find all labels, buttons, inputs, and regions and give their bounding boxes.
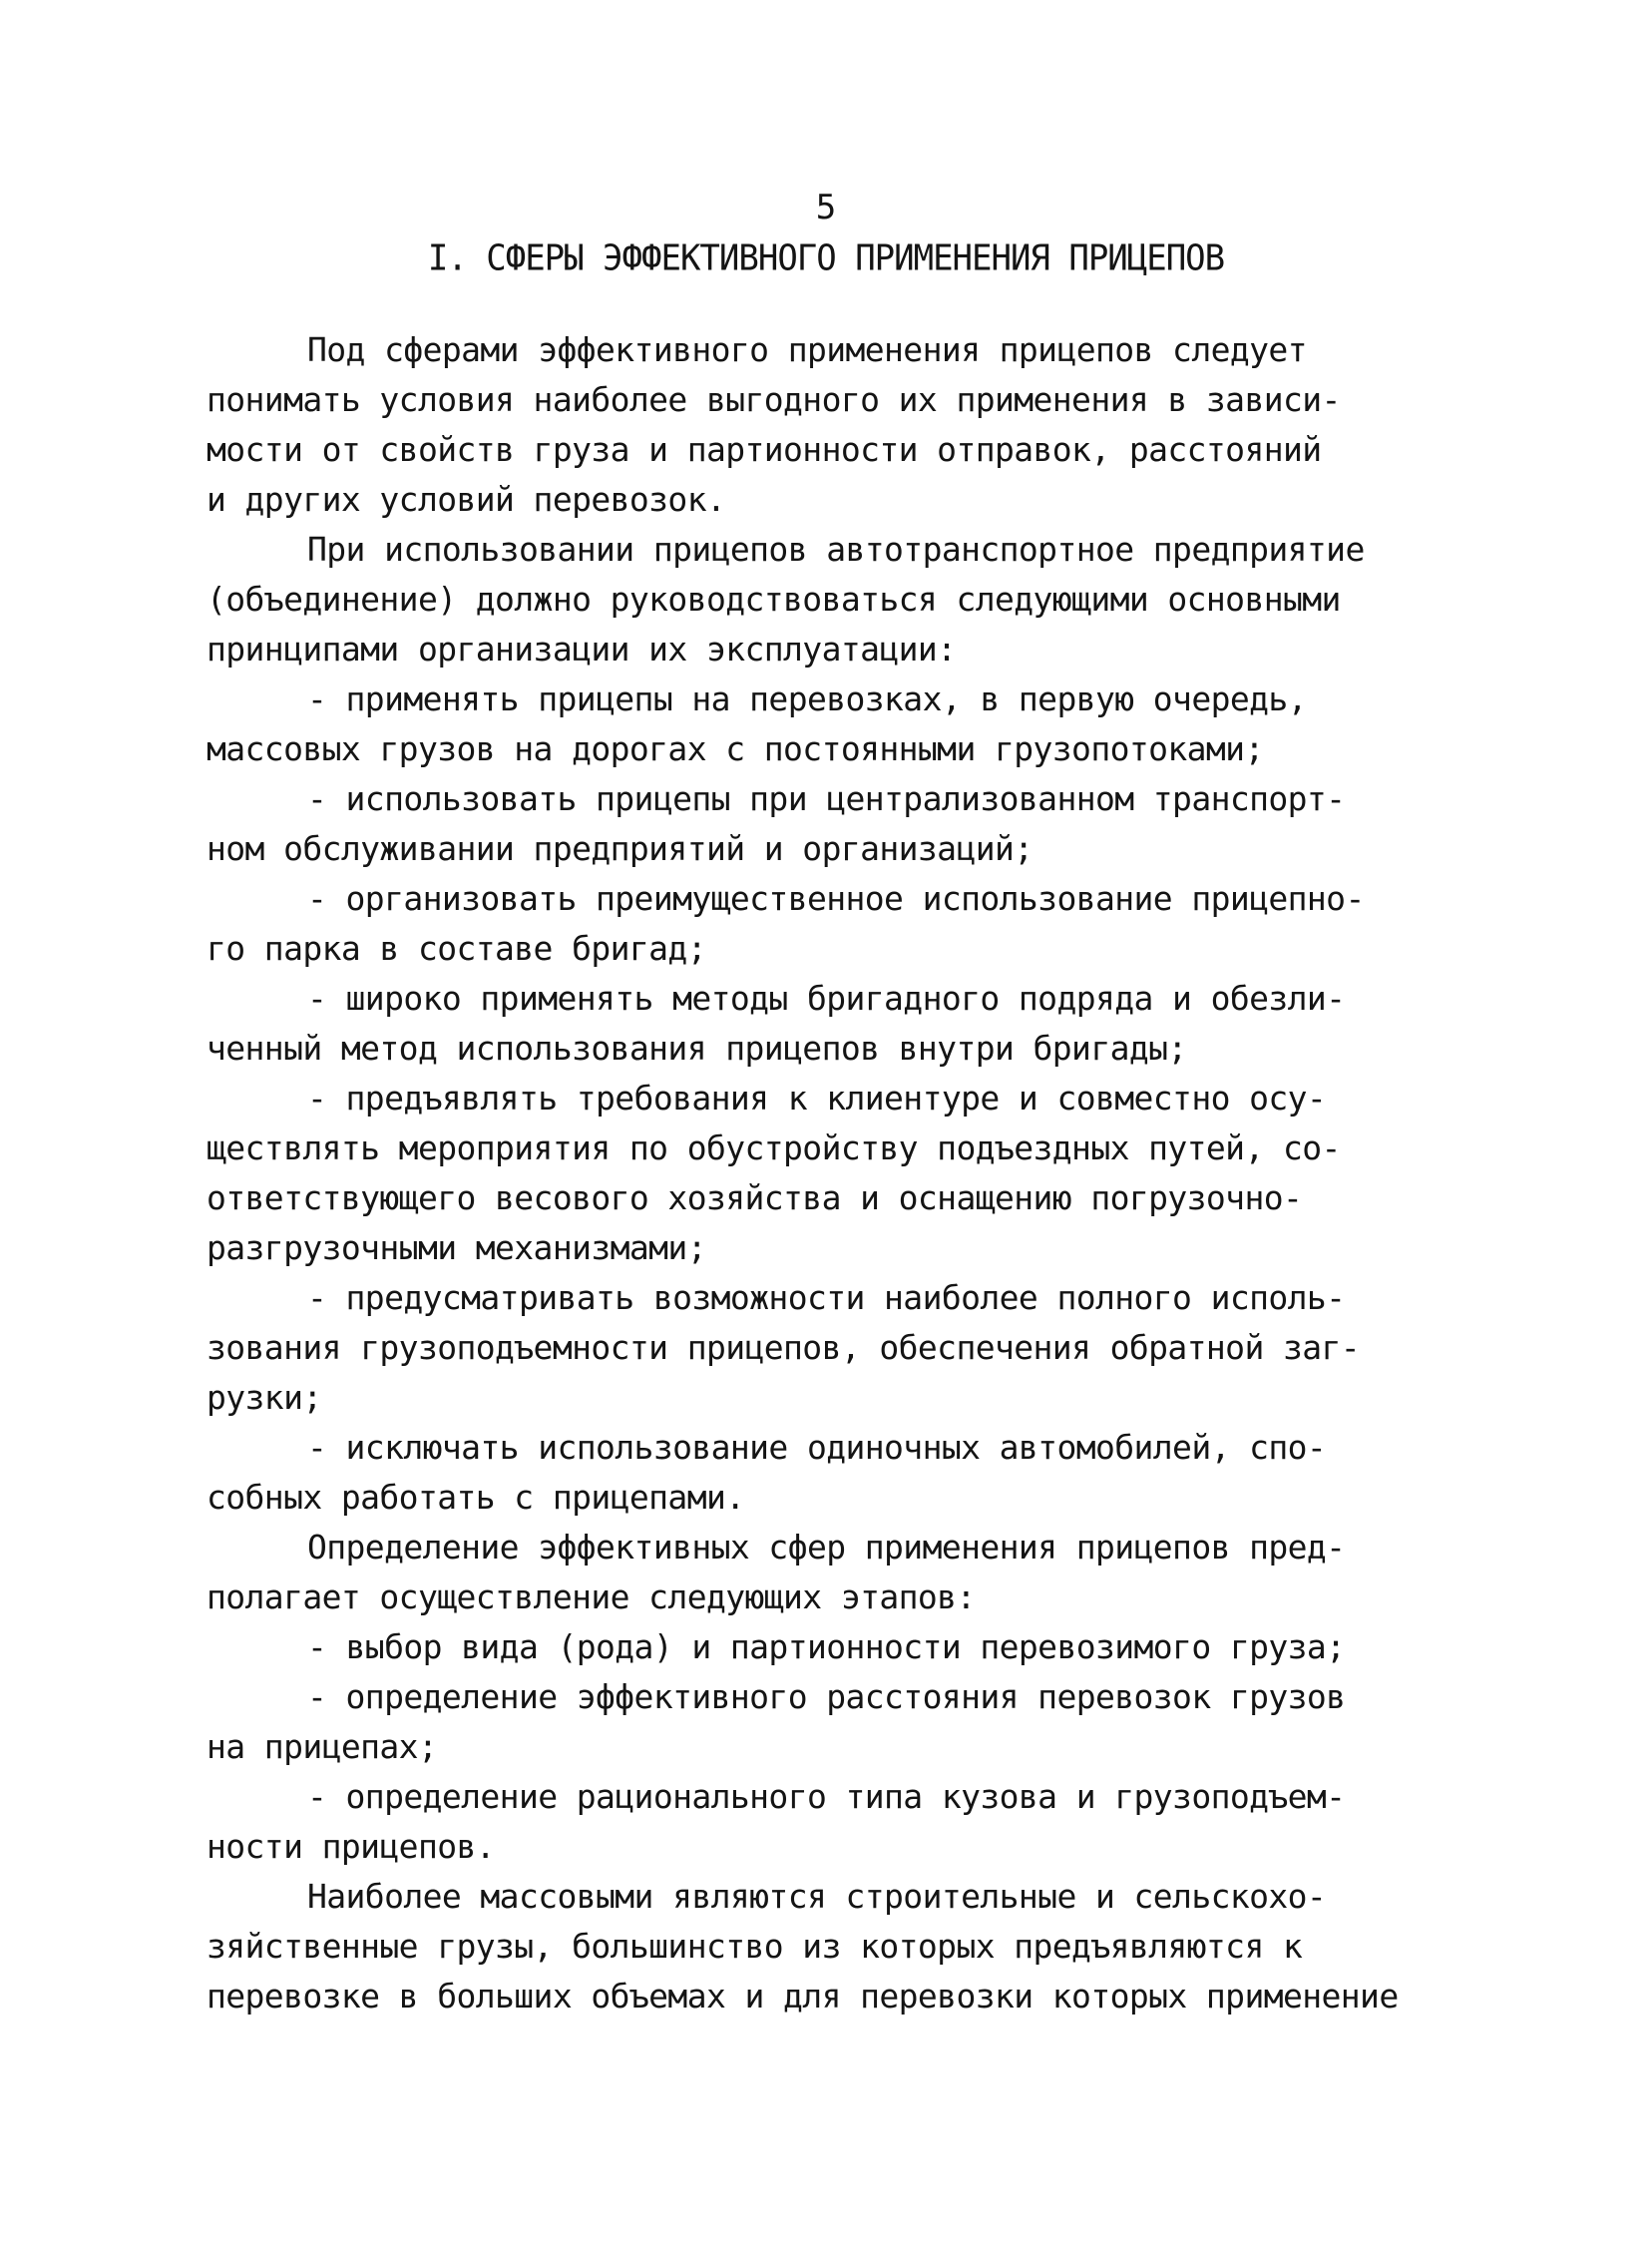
list-item-line: - использовать прицепы при централизованном транспорт- [307, 779, 1346, 818]
text-line: принципами организации их эксплуатации: [206, 630, 957, 669]
list-item-line: - исключать использование одиночных автомобилей, спо- [307, 1428, 1327, 1467]
text-line: перевозке в больших объемах и для перевозки которых применение [206, 1977, 1399, 2016]
text-line: (объединение) должно руководствоваться следующими основными [206, 580, 1341, 619]
list-item-line: ответствующего весового хозяйства и оснащению погрузочно- [206, 1178, 1303, 1217]
list-item-line: ности прицепов. [206, 1827, 496, 1866]
text-line: Определение эффективных сфер применения прицепов пред- [307, 1528, 1346, 1567]
list-item-line: рузки; [206, 1378, 322, 1417]
list-item-line: го парка в составе бригад; [206, 929, 706, 968]
list-item-line: - предусматривать возможности наиболее полного исполь- [307, 1278, 1346, 1317]
list-item-line: - применять прицепы на перевозках, в первую очередь, [307, 679, 1307, 718]
text-line: зяйственные грузы, большинство из которых предъявляются к [206, 1927, 1303, 1966]
list-item-line: ном обслуживании предприятий и организаций; [206, 829, 1033, 868]
text-line: и других условий перевозок. [206, 480, 726, 519]
text-line: Под сферами эффективного применения прицепов следует [307, 330, 1307, 369]
text-line: При использовании прицепов автотранспортное предприятие [307, 530, 1365, 569]
list-item-line: ченный метод использования прицепов внутри бригады; [206, 1029, 1187, 1068]
list-item-line: разгрузочными механизмами; [206, 1228, 706, 1267]
list-item-line: - определение рационального типа кузова и грузоподъем- [307, 1777, 1346, 1816]
text-line: понимать условия наиболее выгодного их применения в зависи- [206, 380, 1341, 419]
section-title: I. СФЕРЫ ЭФФЕКТИВНОГО ПРИМЕНЕНИЯ ПРИЦЕПОВ [427, 237, 1225, 279]
list-item-line: на прицепах; [206, 1727, 438, 1766]
list-item-line: - выбор вида (рода) и партионности перевозимого груза; [307, 1627, 1346, 1666]
list-item-line: - предъявлять требования к клиентуре и совместно осу- [307, 1079, 1327, 1118]
text-line: полагает осуществление следующих этапов: [206, 1577, 976, 1616]
list-item-line: собных работать с прицепами. [206, 1478, 745, 1517]
page-number: 5 [815, 188, 837, 227]
list-item-line: ществлять мероприятия по обустройству подъездных путей, со- [206, 1128, 1341, 1167]
list-item-line: зования грузоподъемности прицепов, обеспечения обратной заг- [206, 1328, 1361, 1367]
list-item-line: - определение эффективного расстояния перевозок грузов [307, 1677, 1346, 1716]
text-line: Наиболее массовыми являются строительные и сельскохо- [307, 1877, 1327, 1916]
list-item-line: - организовать преимущественное использование прицепно- [307, 879, 1365, 918]
text-line: мости от свойств груза и партионности отправок, расстояний [206, 430, 1322, 469]
list-item-line: - широко применять методы бригадного подряда и обезли- [307, 979, 1346, 1018]
list-item-line: массовых грузов на дорогах с постоянными грузопотоками; [206, 729, 1264, 768]
